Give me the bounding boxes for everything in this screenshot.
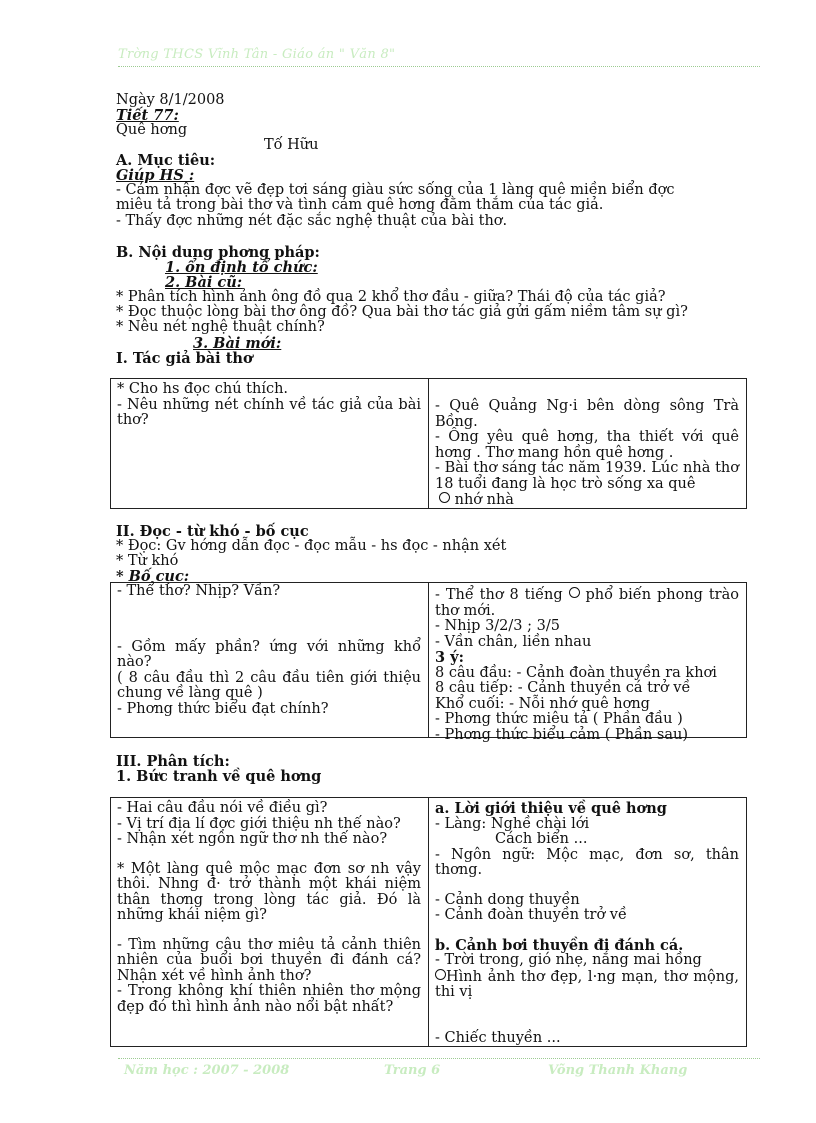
author-table-left bbox=[117, 382, 421, 429]
section-a-sub: Giúp HS : bbox=[116, 167, 195, 184]
reading-instructions: * Đọc: Gv hớng dẫn đọc - đọc mẫu - hs đọc - nhận xét bbox=[116, 538, 507, 554]
poem-author: Tố Hữu bbox=[264, 137, 319, 153]
table-cell-text: - Vị trí địa lí đợc giới thiệu nh thế nào? bbox=[117, 815, 401, 832]
table-cell-text: 8 câu đầu: - Cảnh đoàn thuyền ra khơi bbox=[435, 664, 717, 681]
analysis-table-left bbox=[117, 801, 421, 1015]
table-divider bbox=[428, 379, 429, 508]
structure-table-left bbox=[117, 584, 421, 717]
section-b-heading: B. Nội dung phơng pháp: bbox=[116, 244, 320, 261]
table-cell-text: - Vần chân, liền nhau bbox=[435, 633, 592, 650]
table-cell-text: Cách biển ... bbox=[495, 831, 588, 847]
table-cell-text: - Trong không khí thiên nhiên thơ mộng đẹp đó thì hình ảnh nào nổi bật nhất? bbox=[117, 983, 421, 1015]
date: Ngày 8/1/2008 bbox=[116, 92, 225, 108]
section-iii-heading: III. Phân tích: bbox=[116, 753, 230, 770]
author-table-right bbox=[435, 399, 739, 509]
footer-page: Trang 6 bbox=[384, 1063, 441, 1078]
lesson-number: Tiết 77: bbox=[116, 107, 179, 124]
table-cell-text: 8 câu tiếp: - Cảnh thuyền cá trở về bbox=[435, 680, 691, 696]
table-cell-text: - Cảnh đoàn thuyền trở về bbox=[435, 907, 627, 923]
structure-label: * Bố cục: bbox=[116, 568, 190, 585]
section-a-heading: A. Mục tiêu: bbox=[116, 152, 216, 169]
footer-author: Võng Thanh Khang bbox=[548, 1063, 688, 1078]
table-divider bbox=[428, 583, 429, 737]
review-question-3: * Nêu nét nghệ thuật chính? bbox=[116, 319, 325, 335]
arrow-symbol-icon bbox=[569, 587, 580, 598]
vocab-label: * Từ khó bbox=[116, 553, 179, 569]
step-3: 3. Bài mới: bbox=[193, 335, 282, 352]
step-1: 1. ổn định tổ chức: bbox=[165, 259, 318, 276]
section-iii-sub: 1. Bức tranh về quê hơng bbox=[116, 768, 322, 785]
table-cell-text: - Tìm những câu thơ miêu tả cảnh thiên nhiên của buổi bơi thuyền đi đánh cá? Nhận xét về hình ảnh thơ? bbox=[117, 936, 421, 984]
review-question-1: * Phân tích hình ảnh ông đồ qua 2 khổ thơ đầu - giữa? Thái độ của tác giả? bbox=[116, 289, 666, 305]
header-rule bbox=[118, 66, 760, 67]
objective-line-2: miêu tả trong bài thơ và tình cảm quê hơng đằm thắm của tác giả. bbox=[116, 197, 604, 213]
table-cell-text: - Thể thơ? Nhịp? Vần? bbox=[117, 583, 281, 599]
section-ii-heading: II. Đọc - từ khó - bố cục bbox=[116, 523, 309, 540]
table-cell-text: 3 ý: bbox=[435, 649, 464, 666]
table-cell-text: - Phơng thức miêu tả ( Phần đầu ) bbox=[435, 711, 683, 727]
table-cell-text: - Quê Quảng Ng·i bên dòng sông Trà Bồng. bbox=[435, 398, 739, 430]
table-cell-text: - Làng: Nghề chài lới bbox=[435, 815, 590, 832]
table-cell-text: ( 8 câu đầu thì 2 câu đầu tiên giới thiệu chung về làng quê ) bbox=[117, 669, 421, 701]
table-cell-text: - Hai câu đầu nói về điều gì? bbox=[117, 800, 328, 816]
table-cell-text: * Một làng quê mộc mạc đơn sơ nh vậy thôi. Nhng đ· trở thành một khái niệm thân thơng trong lòng tác giả. Đó là những khái niệm gì? bbox=[117, 860, 421, 923]
table-cell-text: - Phơng thức biểu đạt chính? bbox=[117, 700, 329, 717]
review-question-2: * Đọc thuộc lòng bài thơ ông đồ? Qua bài thơ tác giả gửi gấm niềm tâm sự gì? bbox=[116, 304, 688, 320]
footer-rule bbox=[118, 1058, 760, 1059]
structure-table bbox=[110, 582, 747, 743]
analysis-table bbox=[110, 797, 747, 1047]
table-cell-text: - Ngôn ngữ: Mộc mạc, đơn sơ, thân thơng. bbox=[435, 846, 739, 878]
section-i-heading: I. Tác giả bài thơ bbox=[116, 350, 253, 367]
table-cell-text: a. Lời giới thiệu về quê hơng bbox=[435, 800, 667, 817]
table-cell-text: - Cảnh dong thuyền bbox=[435, 891, 580, 908]
table-cell-text: - Nhịp 3/2/3 ; 3/5 bbox=[435, 618, 560, 634]
table-cell-text: - Chiếc thuyền ... bbox=[435, 1029, 561, 1046]
table-cell-text: phổ biến phong trào thơ mới. bbox=[435, 587, 739, 619]
structure-table-right bbox=[435, 587, 739, 743]
table-cell-text: * Cho hs đọc chú thích. bbox=[117, 381, 289, 397]
table-cell-text: - Gồm mấy phần? ứng với những khổ nào? bbox=[117, 638, 421, 670]
footer-year: Năm học : 2007 - 2008 bbox=[124, 1063, 290, 1078]
author-table bbox=[110, 378, 747, 509]
table-cell-text: b. Cảnh bơi thuyền đi đánh cá. bbox=[435, 936, 684, 954]
analysis-table-right bbox=[435, 801, 739, 1046]
arrow-symbol-icon bbox=[435, 969, 446, 980]
table-cell-text: - Nhận xét ngôn ngữ thơ nh thế nào? bbox=[117, 831, 388, 847]
table-cell-text: - Phơng thức biểu cảm ( Phần sau) bbox=[435, 726, 688, 743]
table-cell-text: - Bài thơ sáng tác năm 1939. Lúc nhà thơ 18 tuổi đang là học trò sống xa quê bbox=[435, 460, 739, 492]
arrow-symbol-icon bbox=[439, 492, 450, 503]
table-cell-text: Khổ cuối: - Nỗi nhớ quê hơng bbox=[435, 695, 650, 712]
table-divider bbox=[428, 798, 429, 1046]
table-cell-text: - Trời trong, gió nhẹ, nắng mai hồng bbox=[435, 952, 702, 968]
page-header: Trờng THCS Vĩnh Tân - Giáo án " Văn 8" bbox=[118, 47, 396, 62]
poem-title: Quê hơng bbox=[116, 122, 188, 138]
table-cell-text: - Nêu những nét chính về tác giả của bài thơ? bbox=[117, 396, 421, 428]
table-cell-text: Hình ảnh thơ đẹp, l·ng mạn, thơ mộng, thi vị bbox=[435, 968, 739, 1000]
table-cell-text: nhớ nhà bbox=[454, 492, 514, 508]
objective-line-3: - Thấy đợc những nét đặc sắc nghệ thuật của bài thơ. bbox=[116, 213, 508, 229]
table-cell-text: - Thể thơ 8 tiếng bbox=[435, 587, 563, 603]
step-2: 2. Bài cũ: bbox=[165, 274, 243, 291]
table-cell-text: - Ông yêu quê hơng, tha thiết với quê hơng . Thơ mang hồn quê hơng . bbox=[435, 429, 739, 461]
objective-line-1: - Cảm nhận đợc vẽ đẹp tơi sáng giàu sức sống của 1 làng quê miền biển đợc bbox=[116, 182, 675, 198]
